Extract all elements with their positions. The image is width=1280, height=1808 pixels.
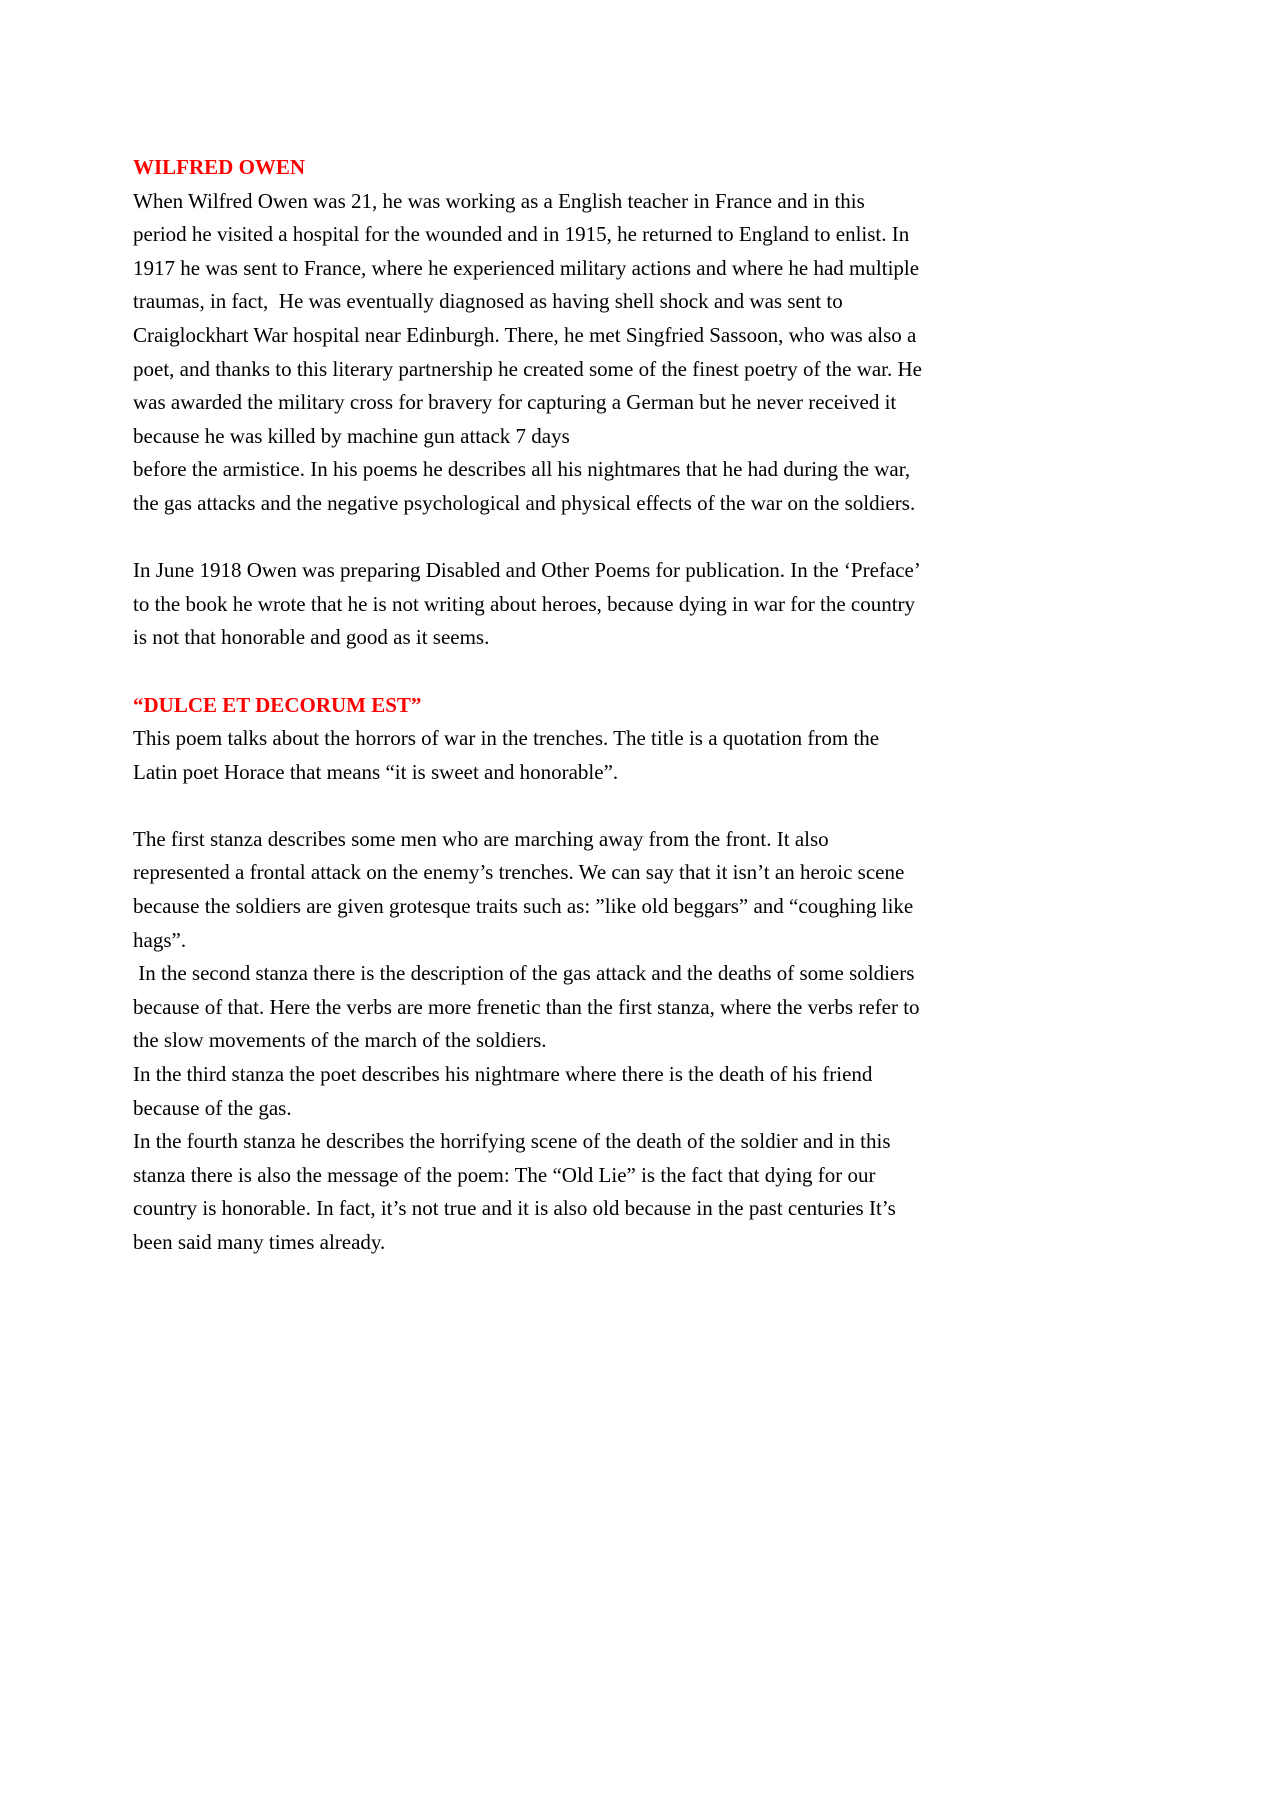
- text-line: was awarded the military cross for bravery for capturing a German but he never received it: [133, 390, 897, 415]
- text-line: In the third stanza the poet describes his nightmare where there is the death of his friend: [133, 1062, 873, 1087]
- text-line: This poem talks about the horrors of war in the trenches. The title is a quotation from the: [133, 726, 880, 751]
- text-line: In June 1918 Owen was preparing Disabled and Other Poems for publication. In the ‘Preface’: [133, 558, 921, 583]
- text-line: stanza there is also the message of the poem: The “Old Lie” is the fact that dying for our: [133, 1162, 876, 1187]
- text-line: poet, and thanks to this literary partnership he created some of the finest poetry of the war. He: [133, 356, 922, 381]
- text-line: is not that honorable and good as it seems.: [133, 625, 490, 650]
- text-line: traumas, in fact, He was eventually diagnosed as having shell shock and was sent to: [133, 289, 843, 314]
- text-line: period he visited a hospital for the wounded and in 1915, he returned to England to enlist. In: [133, 222, 910, 247]
- section-dulce-et-decorum-est: [133, 689, 1185, 1260]
- text-line: to the book he wrote that he is not writing about heroes, because dying in war for the country: [133, 591, 916, 616]
- section-wilfred-owen: [133, 151, 1185, 655]
- paragraph: [133, 722, 1185, 789]
- text-line: before the armistice. In his poems he describes all his nightmares that he had during the war,: [133, 457, 911, 482]
- text-line: the slow movements of the march of the soldiers.: [133, 1028, 547, 1053]
- text-line: The first stanza describes some men who are marching away from the front. It also: [133, 826, 829, 851]
- paragraph: [133, 185, 1185, 521]
- paragraph: [133, 823, 1185, 1260]
- text-line: In the second stanza there is the description of the gas attack and the deaths of some soldiers: [133, 961, 915, 986]
- text-line: Craiglockhart War hospital near Edinburgh. There, he met Singfried Sassoon, who was also a: [133, 322, 917, 347]
- text-line: In the fourth stanza he describes the horrifying scene of the death of the soldier and in this: [133, 1129, 891, 1154]
- text-line: represented a frontal attack on the enemy’s trenches. We can say that it isn’t an heroic scene: [133, 860, 905, 885]
- section-heading: WILFRED OWEN: [133, 155, 306, 179]
- text-line: because he was killed by machine gun attack 7 days: [133, 423, 570, 448]
- text-line: because the soldiers are given grotesque traits such as: ”like old beggars” and “coughing like: [133, 894, 914, 919]
- section-heading: “DULCE ET DECORUM EST”: [133, 692, 422, 717]
- text-line: Latin poet Horace that means “it is sweet and honorable”.: [133, 759, 619, 784]
- text-line: When Wilfred Owen was 21, he was working as a English teacher in France and in this: [133, 188, 865, 213]
- text-line: 1917 he was sent to France, where he experienced military actions and where he had multiple: [133, 255, 920, 280]
- text-line: been said many times already.: [133, 1230, 386, 1254]
- document-content: [133, 151, 1185, 1260]
- text-line: because of that. Here the verbs are more frenetic than the first stanza, where the verbs refer to: [133, 994, 920, 1019]
- text-line: hags”.: [133, 927, 187, 952]
- text-line: country is honorable. In fact, it’s not true and it is also old because in the past centuries It’s: [133, 1196, 896, 1221]
- text-line: the gas attacks and the negative psychological and physical effects of the war on the soldiers.: [133, 490, 916, 515]
- text-line: because of the gas.: [133, 1095, 292, 1120]
- paragraph: [133, 554, 1185, 655]
